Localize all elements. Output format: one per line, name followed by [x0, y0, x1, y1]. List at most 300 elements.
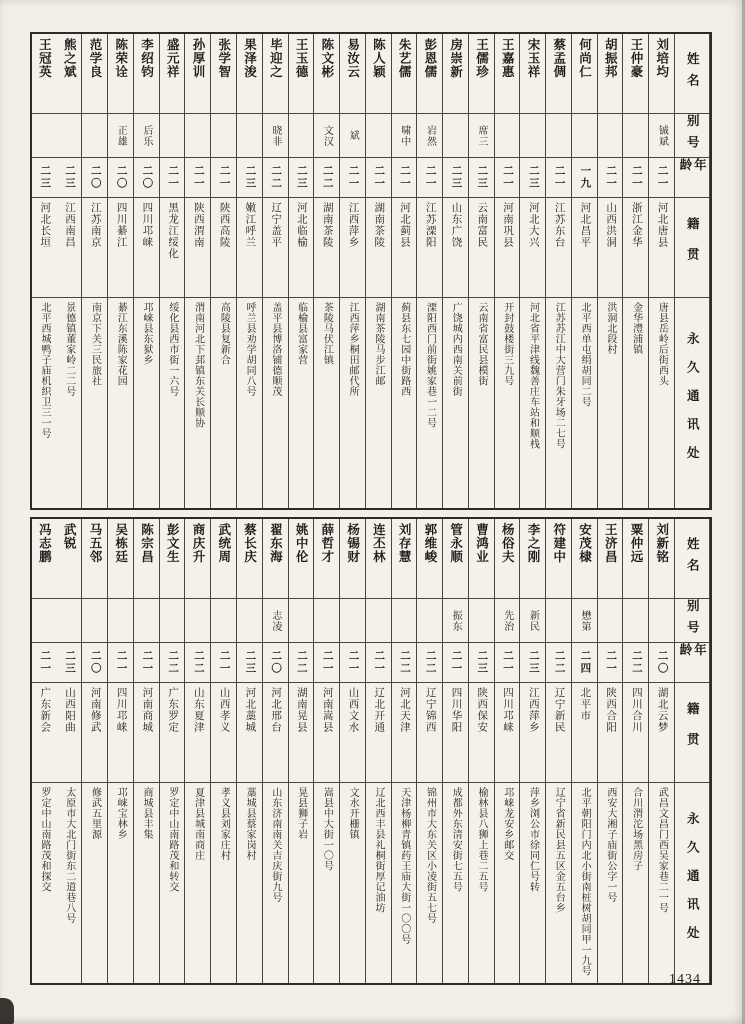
address-cell: 辽北西丰县礼桐街厚记油坊 [372, 787, 384, 913]
alias-cell [598, 114, 623, 158]
address-cell: 蓟县东七园中街路西 [398, 302, 410, 397]
address-cell: 盖平县博洛铺德顺茂 [269, 302, 281, 397]
address-cell: 景德镇董家岭二二号 [63, 302, 75, 397]
native-place-cell: 河北长垣 [32, 198, 57, 298]
alias-cell: 正雄 [108, 114, 133, 158]
native-place-cell: 广东新会 [32, 683, 57, 783]
person-column [211, 34, 237, 508]
native-place-cell: 河南巩县 [495, 198, 520, 298]
person-column [366, 34, 392, 508]
alias-cell [57, 114, 82, 158]
age-cell: 二一 [108, 643, 133, 683]
name-cell: 胡振邦 [598, 34, 623, 114]
person-column [134, 34, 160, 508]
person-column [108, 34, 134, 508]
address-cell: 江西萍乡桐田邮代所 [347, 302, 359, 397]
native-place-cell: 河北蓟县 [392, 198, 417, 298]
age-cell: 二一 [392, 158, 417, 198]
name-cell: 曹鸿业 [469, 519, 494, 599]
age-cell: 二〇 [108, 158, 133, 198]
native-place-cell: 四川邛崃 [495, 683, 520, 783]
address-cell: 武昌文昌门西吴家巷二一号 [656, 787, 668, 913]
native-place-cell: 四川邛崃 [134, 198, 159, 298]
age-cell: 二一 [417, 158, 442, 198]
alias-cell [185, 114, 210, 158]
age-cell: 二三 [57, 643, 82, 683]
age-cell: 二一 [443, 643, 468, 683]
person-column [32, 34, 57, 508]
name-cell: 毕迎之 [263, 34, 288, 114]
ink-blot-artifact [0, 998, 14, 1024]
native-place-cell: 山东广饶 [443, 198, 468, 298]
alias-cell: 先治 [495, 599, 520, 643]
native-place-cell: 嫩江呼兰 [237, 198, 262, 298]
header-name: 姓名 [675, 519, 709, 599]
address-cell: 藁城县蔡家岗村 [244, 787, 256, 861]
directory-table [30, 32, 712, 985]
name-cell: 薛哲才 [314, 519, 339, 599]
alias-cell [623, 599, 648, 643]
person-column [572, 519, 598, 983]
name-cell: 粟仲远 [623, 519, 648, 599]
alias-cell: 文汉 [314, 114, 339, 158]
age-cell: 二二 [160, 643, 185, 683]
alias-cell: 啸中 [392, 114, 417, 158]
person-column [57, 519, 83, 983]
age-cell: 二二 [417, 643, 442, 683]
native-place-cell: 山西文水 [340, 683, 365, 783]
name-cell: 李绍钧 [134, 34, 159, 114]
age-cell: 二一 [340, 643, 365, 683]
alias-cell [57, 599, 82, 643]
alias-cell [520, 114, 545, 158]
address-cell: 綦江东溪陈家花园 [115, 302, 127, 386]
address-cell: 云南省富民县模街 [476, 302, 487, 386]
alias-cell: 铖斌 [649, 114, 674, 158]
alias-cell: 懋第 [572, 599, 597, 643]
alias-cell [417, 599, 442, 643]
name-cell: 翟东海 [263, 519, 288, 599]
age-cell: 二一 [340, 158, 365, 198]
native-place-cell: 云南富民 [469, 198, 494, 298]
address-cell: 榆林县八狮上巷二五号 [476, 787, 487, 892]
person-column [495, 34, 521, 508]
alias-cell [366, 114, 391, 158]
native-place-cell: 山西孝义 [211, 683, 236, 783]
alias-cell: 岩然 [417, 114, 442, 158]
alias-cell [32, 114, 57, 158]
age-cell: 二一 [623, 158, 648, 198]
address-cell: 罗定中山南路茂和探交 [38, 787, 50, 892]
native-place-cell: 山东夏津 [185, 683, 210, 783]
person-column [237, 519, 263, 983]
name-cell: 刘存慧 [392, 519, 417, 599]
name-cell: 李之刚 [520, 519, 545, 599]
age-cell: 二一 [314, 643, 339, 683]
name-cell: 王玉德 [289, 34, 314, 114]
age-cell: 一九 [572, 158, 597, 198]
name-cell: 彭恩儒 [417, 34, 442, 114]
header-column [675, 34, 710, 508]
address-cell: 邛崃宝林乡 [115, 787, 127, 840]
header-address: 永久通讯处 [675, 298, 709, 508]
native-place-cell: 浙江金华 [623, 198, 648, 298]
person-column [82, 519, 108, 983]
name-cell: 王冠英 [32, 34, 57, 114]
age-cell: 二一 [366, 158, 391, 198]
native-place-cell: 江西萍乡 [520, 683, 545, 783]
header-native: 籍贯 [675, 198, 709, 298]
person-column [185, 519, 211, 983]
address-cell: 天津杨柳青镇药王庙大街一〇〇号 [398, 787, 410, 945]
address-cell: 金华澧浦镇 [630, 302, 642, 355]
name-cell: 武锐 [57, 519, 82, 599]
person-column [57, 34, 83, 508]
address-cell: 晃县狮子岩 [295, 787, 307, 840]
age-cell: 二三 [32, 158, 57, 198]
alias-cell [160, 114, 185, 158]
person-column [340, 519, 366, 983]
person-column [366, 519, 392, 983]
name-cell: 易汝云 [340, 34, 365, 114]
person-column [417, 519, 443, 983]
person-column [469, 34, 495, 508]
person-column [623, 519, 649, 983]
native-place-cell: 湖南晃县 [289, 683, 314, 783]
age-cell: 二〇 [649, 643, 674, 683]
alias-cell [289, 599, 314, 643]
address-cell: 江苏苏江中大营门朱牙场二七号 [553, 302, 565, 449]
address-cell: 山东济南南关吉庆街九号 [269, 787, 281, 903]
age-cell: 二一 [366, 643, 391, 683]
name-cell: 陈人颖 [366, 34, 391, 114]
native-place-cell: 湖南茶陵 [314, 198, 339, 298]
address-cell: 呼兰县劝学胡同八号 [244, 302, 256, 397]
person-column [160, 34, 186, 508]
name-cell: 管永顺 [443, 519, 468, 599]
age-cell: 二一 [495, 643, 520, 683]
alias-cell [495, 114, 520, 158]
address-cell: 罗定中山南路茂和转交 [166, 787, 178, 892]
name-cell: 姚中伦 [289, 519, 314, 599]
alias-cell [314, 599, 339, 643]
name-cell: 杨俗夫 [495, 519, 520, 599]
native-place-cell: 北平市 [572, 683, 597, 783]
name-cell: 果泽浚 [237, 34, 262, 114]
age-cell: 二一 [495, 158, 520, 198]
age-cell: 二一 [649, 158, 674, 198]
alias-cell [32, 599, 57, 643]
native-place-cell: 湖北云梦 [649, 683, 674, 783]
native-place-cell: 广东罗定 [160, 683, 185, 783]
person-column [598, 34, 624, 508]
person-column [392, 519, 418, 983]
header-alias: 别号 [675, 114, 709, 158]
native-place-cell: 四川华阳 [443, 683, 468, 783]
native-place-cell: 陕西合阳 [598, 683, 623, 783]
age-cell: 二二 [392, 643, 417, 683]
address-cell: 南京下关三民旅社 [89, 302, 101, 386]
age-cell: 二三 [289, 158, 314, 198]
address-cell: 商城县丰集 [141, 787, 153, 840]
age-cell: 二一 [546, 158, 571, 198]
alias-cell [366, 599, 391, 643]
native-place-cell: 江苏南京 [82, 198, 107, 298]
native-place-cell: 四川合川 [623, 683, 648, 783]
age-cell: 二一 [598, 643, 623, 683]
alias-cell: 志凌 [263, 599, 288, 643]
name-cell: 郭维峻 [417, 519, 442, 599]
address-cell: 北平朝阳门内北小街南桩树胡同甲一九号 [579, 787, 591, 976]
person-column [82, 34, 108, 508]
header-column [675, 519, 710, 983]
header-native: 籍贯 [675, 683, 709, 783]
name-cell: 蔡长庆 [237, 519, 262, 599]
native-place-cell: 江苏东台 [546, 198, 571, 298]
alias-cell [340, 599, 365, 643]
age-cell: 二三 [469, 158, 494, 198]
person-column [443, 519, 469, 983]
person-column [572, 34, 598, 508]
age-cell: 二二 [289, 643, 314, 683]
person-column [289, 519, 315, 983]
age-cell: 二一 [185, 158, 210, 198]
name-cell: 房崇新 [443, 34, 468, 114]
age-cell: 二二 [623, 643, 648, 683]
native-place-cell: 河北天津 [392, 683, 417, 783]
alias-cell [598, 599, 623, 643]
age-cell: 二一 [160, 158, 185, 198]
native-place-cell: 江西萍乡 [340, 198, 365, 298]
age-cell: 二一 [211, 158, 236, 198]
address-cell: 夏津县城南商庄 [192, 787, 204, 861]
person-column [289, 34, 315, 508]
native-place-cell: 江西南昌 [57, 198, 82, 298]
header-age: 年龄 [675, 643, 709, 683]
name-cell: 何尚仁 [572, 34, 597, 114]
name-cell: 商庆升 [185, 519, 210, 599]
person-column [314, 34, 340, 508]
name-cell: 王嘉惠 [495, 34, 520, 114]
alias-cell [443, 114, 468, 158]
address-cell: 文水开栅镇 [347, 787, 359, 840]
person-column [134, 519, 160, 983]
native-place-cell: 辽北开通 [366, 683, 391, 783]
native-place-cell: 河北藁城 [237, 683, 262, 783]
person-column [160, 519, 186, 983]
address-cell: 溧阳西门前街姚家巷一二号 [424, 302, 436, 428]
native-place-cell: 山西洪洞 [598, 198, 623, 298]
native-place-cell: 河北昌平 [572, 198, 597, 298]
roster-section-top [30, 32, 712, 510]
person-column [443, 34, 469, 508]
address-cell: 成都外东清安街七五号 [450, 787, 462, 892]
address-cell: 北平西城鸭子庙机织卫三一号 [38, 302, 50, 439]
address-cell: 茶陵马伏江镇 [321, 302, 333, 365]
alias-cell: 后乐 [134, 114, 159, 158]
address-cell: 邛崃龙安乡邮交 [501, 787, 513, 861]
name-cell: 王儒珍 [469, 34, 494, 114]
alias-cell [649, 599, 674, 643]
age-cell: 二三 [469, 643, 494, 683]
address-cell: 渭南河北下邽镇东关长顺协 [192, 302, 204, 428]
age-cell: 二二 [263, 158, 288, 198]
person-column [520, 34, 546, 508]
name-cell: 刘新铭 [649, 519, 674, 599]
name-cell: 吴栋廷 [108, 519, 133, 599]
alias-cell [82, 114, 107, 158]
address-cell: 北平西单屯绢胡同二号 [579, 302, 591, 407]
name-cell: 蔡孟倜 [546, 34, 571, 114]
age-cell: 二二 [185, 643, 210, 683]
alias-cell: 振东 [443, 599, 468, 643]
age-cell: 二三 [57, 158, 82, 198]
address-cell: 锦州市大东关区小凌街五七号 [424, 787, 436, 924]
age-cell: 二一 [134, 643, 159, 683]
native-place-cell: 陕西保安 [469, 683, 494, 783]
name-cell: 冯志鹏 [32, 519, 57, 599]
name-cell: 陈宗昌 [134, 519, 159, 599]
native-place-cell: 河南修武 [82, 683, 107, 783]
person-column [649, 519, 675, 983]
alias-cell [237, 599, 262, 643]
alias-cell [623, 114, 648, 158]
alias-cell [469, 599, 494, 643]
name-cell: 熊之斌 [57, 34, 82, 114]
age-cell: 二一 [598, 158, 623, 198]
age-cell: 二一 [32, 643, 57, 683]
person-column [546, 34, 572, 508]
address-cell: 唐县岳岭后街西头 [656, 302, 668, 386]
alias-cell [108, 599, 133, 643]
address-cell: 绥化县西市街一六号 [166, 302, 178, 397]
age-cell: 二三 [237, 158, 262, 198]
address-cell: 高陵县复新合 [218, 302, 230, 365]
name-cell: 陈文彬 [314, 34, 339, 114]
alias-cell [211, 114, 236, 158]
name-cell: 朱艺儒 [392, 34, 417, 114]
native-place-cell: 湖南茶陵 [366, 198, 391, 298]
person-column [108, 519, 134, 983]
name-cell: 陈荣诠 [108, 34, 133, 114]
address-cell: 邛崃县东狱乡 [141, 302, 153, 365]
native-place-cell: 四川邛崃 [108, 683, 133, 783]
native-place-cell: 河北大兴 [520, 198, 545, 298]
person-column [263, 34, 289, 508]
native-place-cell: 辽宁新民 [546, 683, 571, 783]
native-place-cell: 黑龙江绥化 [160, 198, 185, 298]
person-column [185, 34, 211, 508]
person-column [340, 34, 366, 508]
person-column [623, 34, 649, 508]
address-cell: 太原市大北门街东二道巷八号 [63, 787, 75, 924]
address-cell: 合川渭沱场黑房子 [630, 787, 642, 871]
native-place-cell: 江苏溧阳 [417, 198, 442, 298]
name-cell: 马五邻 [82, 519, 107, 599]
age-cell: 二二 [546, 643, 571, 683]
alias-cell [237, 114, 262, 158]
address-cell: 嵩县中大街一〇号 [321, 787, 333, 871]
native-place-cell: 陕西渭南 [185, 198, 210, 298]
person-column [649, 34, 675, 508]
address-cell: 广饶城内西南关前街 [450, 302, 462, 397]
roster-section-bottom [30, 517, 712, 985]
name-cell: 张学智 [211, 34, 236, 114]
name-cell: 王仲豪 [623, 34, 648, 114]
alias-cell [211, 599, 236, 643]
name-cell: 范学良 [82, 34, 107, 114]
person-column [237, 34, 263, 508]
name-cell: 王济昌 [598, 519, 623, 599]
age-cell: 二三 [520, 643, 545, 683]
person-column [469, 519, 495, 983]
name-cell: 武统周 [211, 519, 236, 599]
alias-cell [546, 114, 571, 158]
name-cell: 彭文生 [160, 519, 185, 599]
address-cell: 洪洞北段村 [604, 302, 616, 355]
address-cell: 辽宁省新民县五区金五台乡 [553, 787, 565, 913]
alias-cell [289, 114, 314, 158]
native-place-cell: 河南嵩县 [314, 683, 339, 783]
name-cell: 安茂棣 [572, 519, 597, 599]
alias-cell [392, 599, 417, 643]
native-place-cell: 四川綦江 [108, 198, 133, 298]
age-cell: 二〇 [263, 643, 288, 683]
person-column [598, 519, 624, 983]
native-place-cell: 辽宁锦西 [417, 683, 442, 783]
person-column [417, 34, 443, 508]
age-cell: 二三 [443, 158, 468, 198]
age-cell: 二〇 [82, 643, 107, 683]
person-column [211, 519, 237, 983]
alias-cell: 晓非 [263, 114, 288, 158]
page-number: 1434 [669, 972, 701, 987]
native-place-cell: 河南商城 [134, 683, 159, 783]
age-cell: 二一 [211, 643, 236, 683]
person-column [263, 519, 289, 983]
native-place-cell: 辽宁盖平 [263, 198, 288, 298]
address-cell: 萍乡浏公市徐同仁号转 [527, 787, 539, 892]
address-cell: 修武五里源 [89, 787, 101, 840]
name-cell: 符建中 [546, 519, 571, 599]
header-age: 年龄 [675, 158, 709, 198]
alias-cell [160, 599, 185, 643]
age-cell: 二三 [237, 643, 262, 683]
native-place-cell: 山西阳曲 [57, 683, 82, 783]
alias-cell: 斌 [340, 114, 365, 158]
address-cell: 西安大湘子庙街公字一号 [604, 787, 616, 903]
alias-cell [546, 599, 571, 643]
alias-cell: 席三 [469, 114, 494, 158]
native-place-cell: 陕西高陵 [211, 198, 236, 298]
name-cell: 杨锡财 [340, 519, 365, 599]
address-cell: 孝义县刘家庄村 [218, 787, 230, 861]
alias-cell [185, 599, 210, 643]
person-column [495, 519, 521, 983]
header-address: 永久通讯处 [675, 783, 709, 983]
age-cell: 二〇 [134, 158, 159, 198]
name-cell: 盛元祥 [160, 34, 185, 114]
alias-cell [572, 114, 597, 158]
person-column [392, 34, 418, 508]
person-column [546, 519, 572, 983]
name-cell: 孙厚训 [185, 34, 210, 114]
name-cell: 刘培均 [649, 34, 674, 114]
age-cell: 二四 [572, 643, 597, 683]
person-column [520, 519, 546, 983]
address-cell: 临榆县富家营 [295, 302, 307, 365]
person-column [32, 519, 57, 983]
